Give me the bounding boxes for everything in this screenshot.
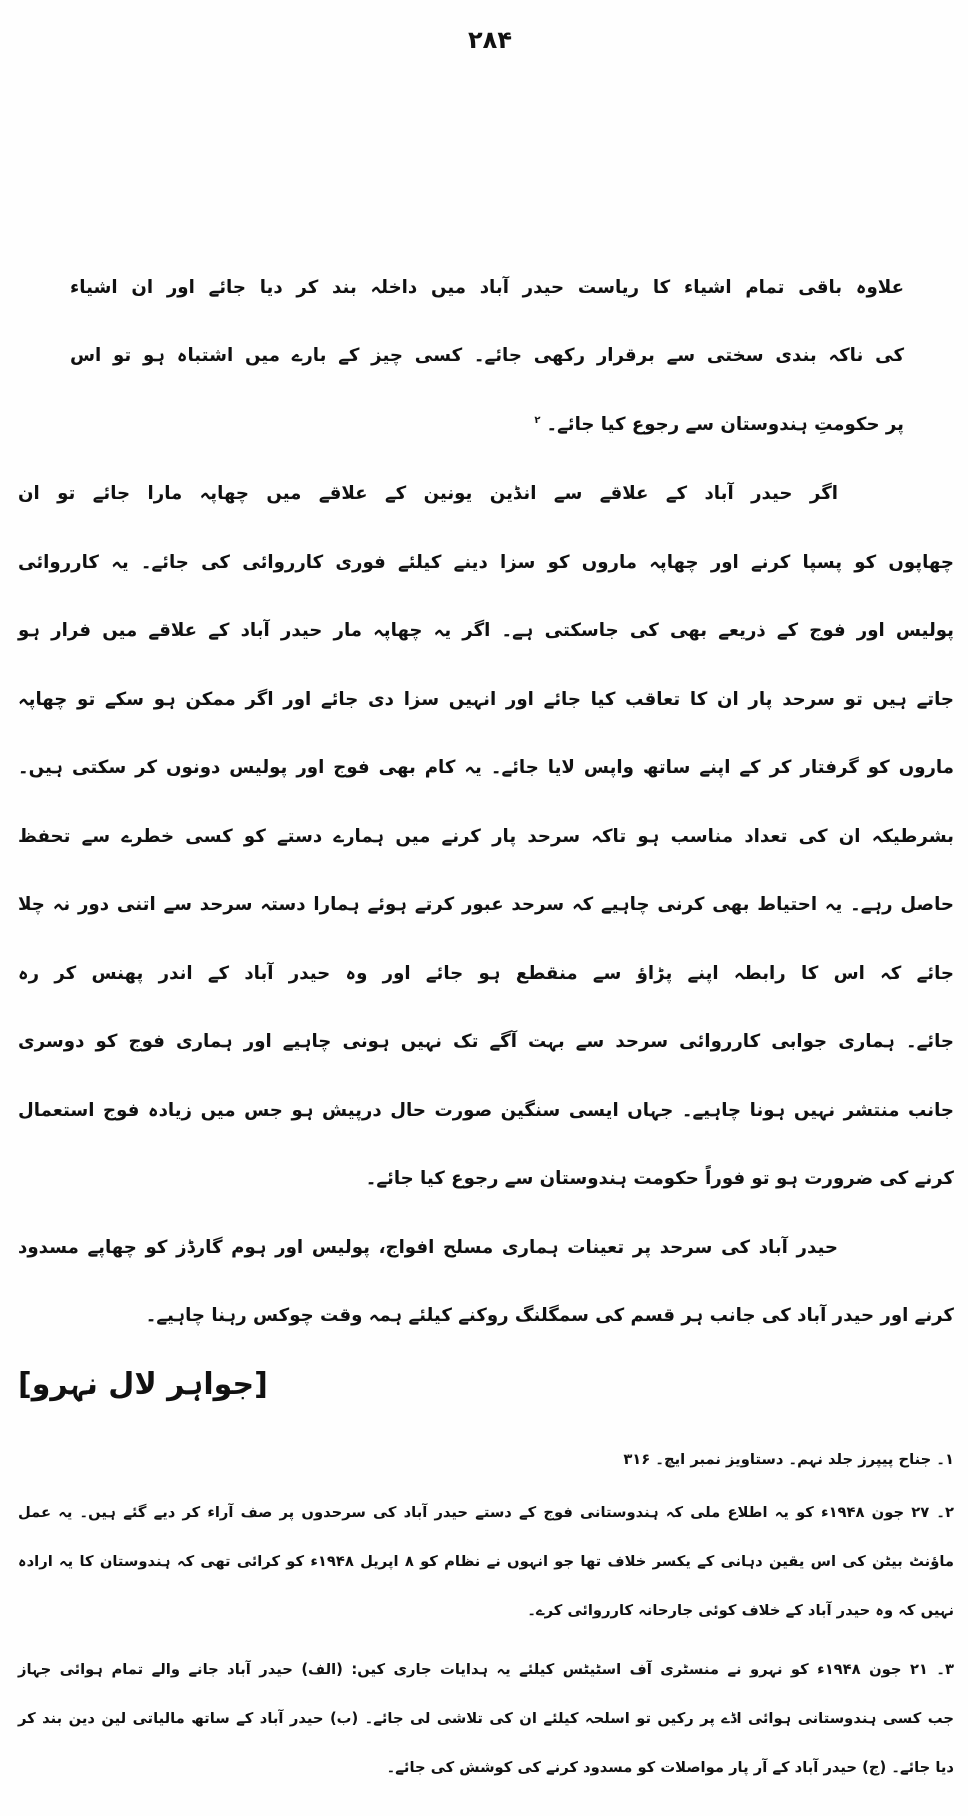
body-line: بشرطیکہ ان کی تعداد مناسب ہو تاکہ سرحد پار کرنے میں ہمارے دستے کو کسی خطرے سے تحفظ xyxy=(18,826,954,847)
footnote-line: ۱۔ جناح پیپرز جلد نہم۔ دستاویز نمبر ایچ۔ ۳۱۶ xyxy=(623,1451,954,1468)
page-number: ۲۸۴ xyxy=(468,26,512,54)
body-line: کی ناکہ بندی سختی سے برقرار رکھی جائے۔ کسی چیز کے بارے میں اشتباہ ہو تو اس xyxy=(70,345,904,366)
body-line: حیدر آباد کی سرحد پر تعینات ہماری مسلح افواج، پولیس اور ہوم گارڈز کو چھاپے مسدود xyxy=(18,1237,838,1258)
footnote-line: ۳۔ ۲۱ جون ۱۹۴۸ء کو نہرو نے منسٹری آف اسٹیٹس کیلئے یہ ہدایات جاری کیں: (الف) حیدر آباد جانے والے تمام ہوائی جہاز xyxy=(18,1661,954,1678)
body-line: جاتے ہیں تو سرحد پار ان کا تعاقب کیا جائے اور انہیں سزا دی جائے اور اگر ممکن ہو سکے تو چھاپہ xyxy=(18,689,954,710)
body-line: علاوہ باقی تمام اشیاء کا ریاست حیدر آباد میں داخلہ بند کر دیا جائے اور ان اشیاء xyxy=(70,277,904,298)
body-line: چھاپوں کو پسپا کرنے اور چھاپہ ماروں کو سزا دینے کیلئے فوری کارروائی کی جائے۔ یہ کارروائی xyxy=(18,552,954,573)
footnote-line: ۲۔ ۲۷ جون ۱۹۴۸ء کو یہ اطلاع ملی کہ ہندوستانی فوج کے دستے حیدر آباد کی سرحدوں پر صف آراء کر دیے گئے ہیں۔ یہ عمل xyxy=(18,1504,954,1521)
body-line: کرنے اور حیدر آباد کی جانب ہر قسم کی سمگلنگ روکنے کیلئے ہمہ وقت چوکس رہنا چاہیے۔ xyxy=(145,1305,954,1326)
body-line: کرنے کی ضرورت ہو تو فوراً حکومت ہندوستان سے رجوع کیا جائے۔ xyxy=(365,1168,954,1189)
body-line: ماروں کو گرفتار کر کے اپنے ساتھ واپس لایا جائے۔ یہ کام بھی فوج اور پولیس دونوں کر سکتی ہیں۔ xyxy=(18,757,954,778)
footnote-line: ماؤنٹ بیٹن کی اس یقین دہانی کے یکسر خلاف تھا جو انہوں نے نظام کو ۸ اپریل ۱۹۴۸ء کو کرائی تھی کہ ہندوستان کا یہ ارادہ xyxy=(18,1553,954,1570)
body-line: حاصل رہے۔ یہ احتیاط بھی کرنی چاہیے کہ سرحد عبور کرتے ہوئے ہمارا دستہ سرحد سے اتنی دور نہ چلا xyxy=(18,894,955,915)
footnote-line: دیا جائے۔ (ج) حیدر آباد کے آر پار مواصلات کو مسدود کرنے کی کوشش کی جائے۔ xyxy=(386,1759,954,1776)
body-line-text: پر حکومتِ ہندوستان سے رجوع کیا جائے۔ xyxy=(546,414,904,435)
body-line: اگر حیدر آباد کے علاقے سے انڈین یونین کے علاقے میں چھاپہ مارا جائے تو ان xyxy=(18,483,838,504)
body-line: جائے کہ اس کا رابطہ اپنے پڑاؤ سے منقطع ہو جائے اور وہ حیدر آباد کے اندر پھنس کر رہ xyxy=(18,963,954,984)
body-line xyxy=(70,397,904,453)
footnote-line: نہیں کہ وہ حیدر آباد کے خلاف کوئی جارحانہ کارروائی کرے۔ xyxy=(527,1602,954,1619)
body-line: جائے۔ ہماری جوابی کارروائی سرحد سے بہت آگے تک نہیں ہونی چاہیے اور ہماری فوج کو دوسری xyxy=(18,1031,954,1052)
footnote-ref: ۲ xyxy=(534,414,541,426)
body-line: پولیس اور فوج کے ذریعے بھی کی جاسکتی ہے۔ اگر یہ چھاپہ مار حیدر آباد کے علاقے میں فرار ہو xyxy=(18,620,954,641)
signature: [جواہر لال نہرو] xyxy=(18,1367,268,1402)
body-line: جانب منتشر نہیں ہونا چاہیے۔ جہاں ایسی سنگین صورت حال درپیش ہو جس میں زیادہ فوج استعمال xyxy=(18,1100,954,1121)
footnote-line: جب کسی ہندوستانی ہوائی اڈے پر رکیں تو اسلحہ کیلئے ان کی تلاشی لی جائے۔ (ب) حیدر آباد کے ساتھ مالیاتی لین دین بند کر xyxy=(18,1710,954,1727)
